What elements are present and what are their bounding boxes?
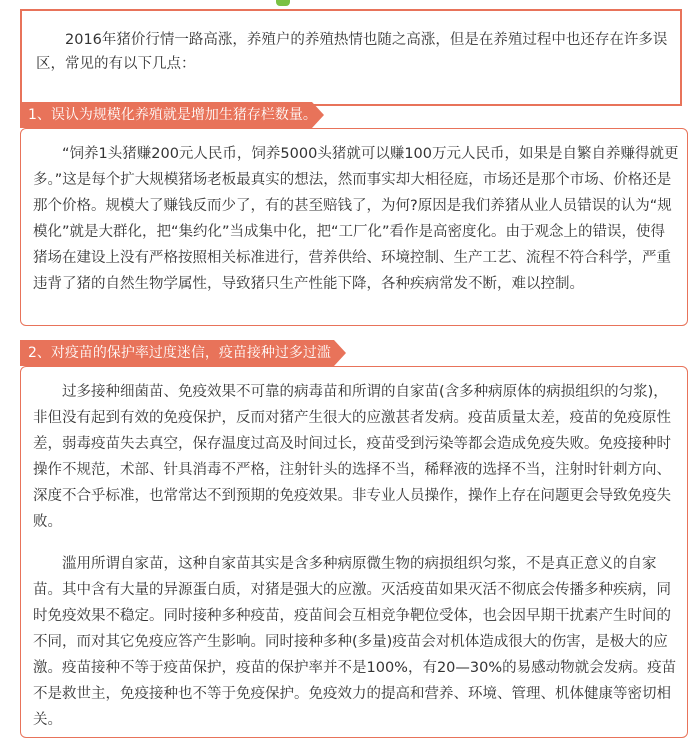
section-2-header: 2、对疫苗的保护率过度迷信，疫苗接种过多过滥 [20,340,334,366]
intro-box [20,9,682,106]
top-decoration [276,0,290,6]
section-1-header: 1、误认为规模化养殖就是增加生猪存栏数量。 [20,102,312,128]
section-2-box [20,366,688,738]
section-2-paragraph-1: 过多接种细菌苗、免疫效果不可靠的病毒苗和所谓的自家苗(含多种病原体的病损组织的匀浆)，非但没有起到有效的免疫保护，反而对猪产生很大的应激甚者发病。疫苗质量太差，疫苗的免疫原性差，弱毒疫苗失去真空，保存温度过高及时间过长，疫苗受到污染等都会造成免疫失败。免疫接种时操作不规范，术部、针具消毒不严格，注射针头的选择不当，稀释液的选择不当，注射时针刺方向、深度不合乎标准，也常常达不到预期的免疫效果。非专业人员操作，操作上存在问题更会导致免疫失败。 [33,384,671,530]
section-1-paragraph-1: “饲养1头猪赚200元人民币，饲养5000头猪就可以赚100万元人民币，如果是自繁自养赚得就更多。”这是每个扩大规模猪场老板最真实的想法，然而事实却大相径庭，市场还是那个市场、价格还是那个价格。规模大了赚钱反而少了，有的甚至赔钱了，为何?原因是我们养猪从业人员错误的认为“规模化”就是大群化，把“集约化”当成集中化，把“工厂化”看作是高密度化。由于观念上的错误，使得猪场在建设上没有严格按照相关标准进行，营养供给、环境控制、生产工艺、流程不符合科学，严重违背了猪的自然生物学属性，导致猪只生产性能下降，各种疾病常发不断，难以控制。 [33,146,679,292]
intro-text: 2016年猪价行情一路高涨，养殖户的养殖热情也随之高涨，但是在养殖过程中也还存在许多误区，常见的有以下几点： [36,32,668,72]
section-1-box [20,128,688,326]
section-2-paragraph-2: 滥用所谓自家苗，这种自家苗其实是含多种病原微生物的病损组织匀浆，不是真正意义的自家苗。其中含有大量的异源蛋白质，对猪是强大的应激。灭活疫苗如果灭活不彻底会传播多种疾病，同时免疫效果不稳定。同时接种多种疫苗，疫苗间会互相竞争靶位受体，也会因早期干扰素产生时间的不同，而对其它免疫应答产生影响。同时接种多种(多量)疫苗会对机体造成很大的伤害，是极大的应激。疫苗接种不等于疫苗保护，疫苗的保护率并不是100%，有20—30%的易感动物就会发病。疫苗不是救世主，免疫接种也不等于免疫保护。免疫效力的提高和营养、环境、管理、机体健康等密切相关。 [33,556,677,728]
